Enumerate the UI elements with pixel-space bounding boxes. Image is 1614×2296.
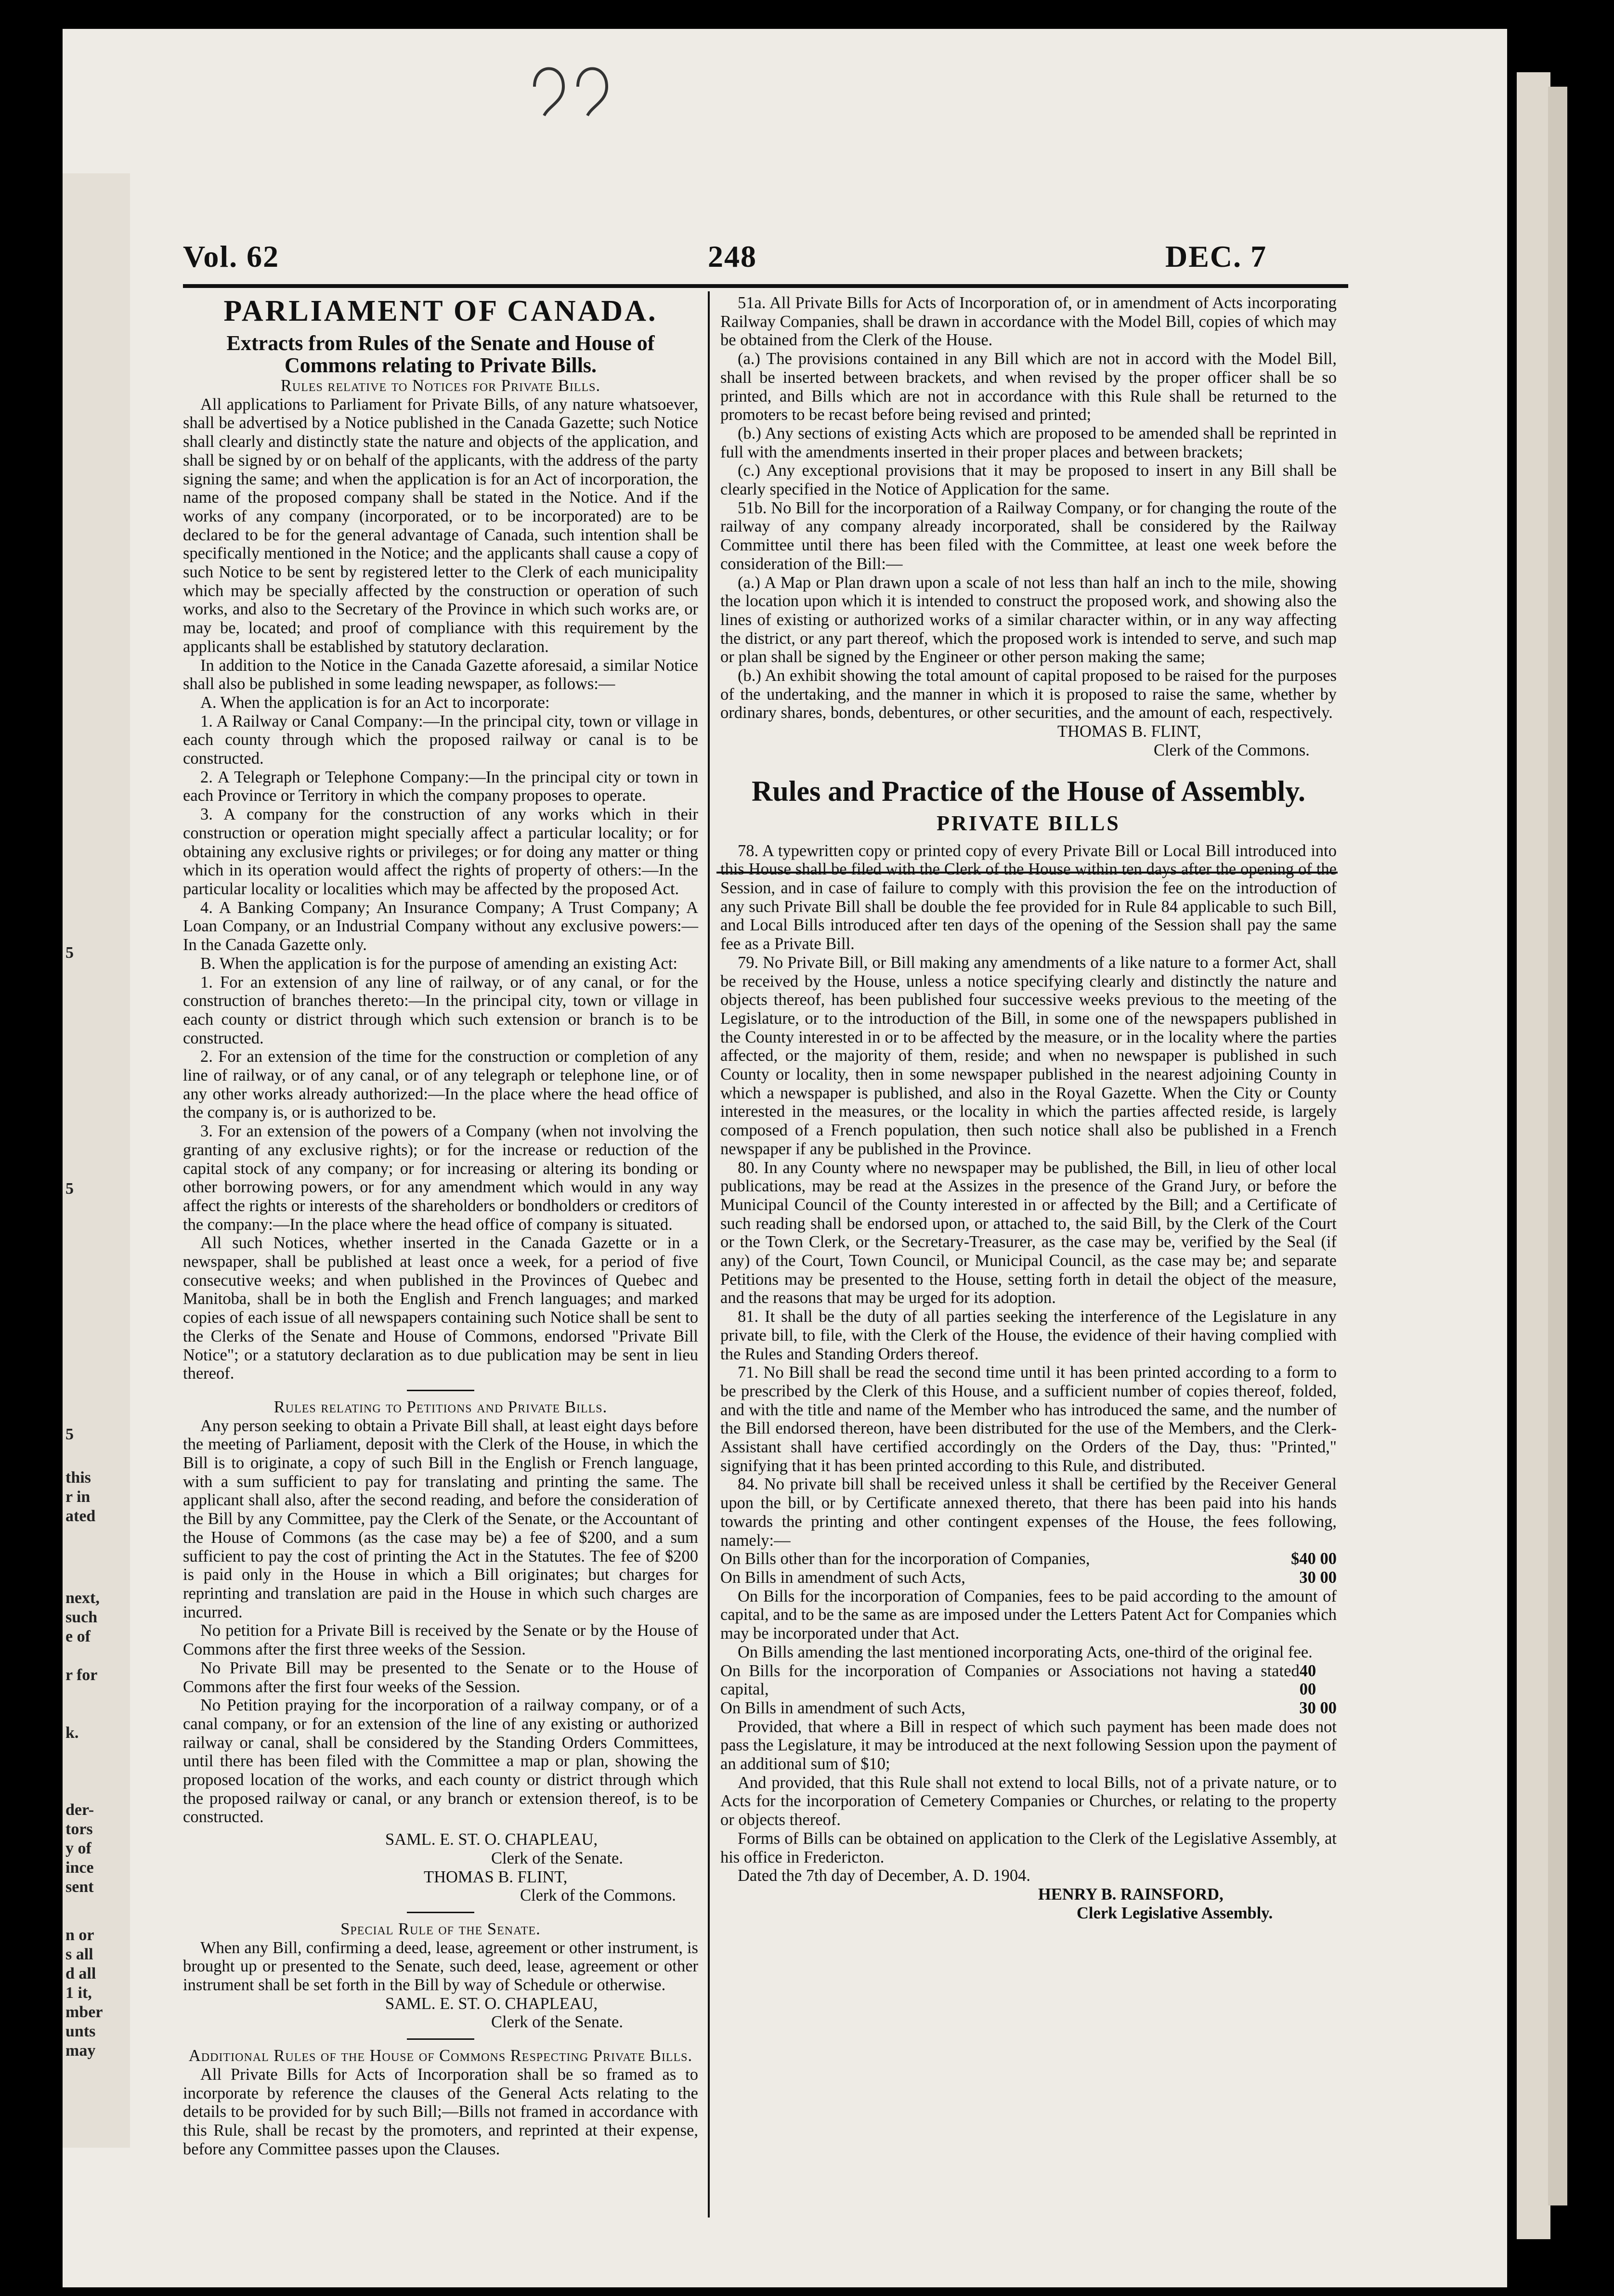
page-stack-edge bbox=[1548, 87, 1567, 2205]
edge-text: may bbox=[65, 2042, 96, 2060]
fee-label: On Bills other than for the incorporation of Companies, bbox=[720, 1550, 1090, 1568]
edge-text: s all bbox=[65, 1945, 93, 1963]
paragraph: No Petition praying for the incorporation of a railway company, or of a canal company, or for an extension of the line of any existing or authorized railway or canal, shall be considered by the Standing Orders Committees, until there has been filed with the Committee a map or plan, showing the proposed location of the works, and each county or district through which the proposed railway or canal, or any branch or extension thereof, is to be constructed. bbox=[183, 1696, 698, 1826]
edge-text: ated bbox=[65, 1507, 96, 1525]
signature-name: THOMAS B. FLINT, bbox=[424, 1867, 568, 1886]
signature-name: THOMAS B. FLINT, bbox=[1057, 722, 1201, 741]
signature-title: Clerk of the Senate. bbox=[491, 1849, 623, 1867]
fee-row bbox=[720, 1550, 1337, 1568]
signature-title: Clerk of the Commons. bbox=[1154, 741, 1310, 759]
edge-text: this bbox=[65, 1469, 91, 1487]
paragraph: B. When the application is for the purpose of amending an existing Act: bbox=[200, 954, 678, 973]
paragraph: 51a. All Private Bills for Acts of Incorporation of, or in amendment of Acts incorporating Railway Companies, shall be drawn in accordance with the Model Bill, copies of which may be obtained from the Clerk of the House. bbox=[720, 294, 1337, 350]
section-title: Rules and Practice of the House of Assembly. bbox=[752, 775, 1305, 807]
paragraph: All such Notices, whether inserted in the Canada Gazette or in a newspaper, shall be published at least once a week, for a period of five consecutive weeks; and when published in the Provinces of Quebec and Manitoba, shall be in both the English and French languages; and marked copies of each issue of all newspapers containing such Notice shall be sent to the Clerks of the Senate and House of Commons, endorsed "Private Bill Notice"; or a statutory declaration as to due publication may be sent in lieu thereof. bbox=[183, 1234, 698, 1383]
edge-text: r in bbox=[65, 1488, 91, 1506]
paragraph: No petition for a Private Bill is received by the Senate or by the House of Commons after the first three weeks of the Session. bbox=[183, 1621, 698, 1659]
paragraph: (b.) Any sections of existing Acts which are proposed to be amended shall be reprinted in full with the amendments inserted in their proper places and between brackets; bbox=[720, 424, 1337, 461]
signature-title: Clerk Legislative Assembly. bbox=[1077, 1904, 1273, 1922]
paragraph: (c.) Any exceptional provisions that it may be proposed to insert in any Bill shall be clearly specified in the Notice of Application for the same. bbox=[720, 461, 1337, 499]
edge-text: tors bbox=[65, 1820, 93, 1838]
section-heading: Special Rule of the Senate. bbox=[340, 1919, 541, 1938]
right-column bbox=[720, 294, 1337, 1922]
paragraph: 2. For an extension of the time for the construction or completion of any line of railway, or of any canal, or of any telegraph or telephone line, or of any other works already authorized:—In the place where the head office of the company is, or is authorized to be. bbox=[183, 1047, 698, 1122]
divider bbox=[407, 2038, 474, 2040]
column-rule bbox=[708, 291, 710, 2218]
fee-amount: 30 00 bbox=[1299, 1568, 1337, 1587]
fee-label: On Bills in amendment of such Acts, bbox=[720, 1698, 965, 1717]
paragraph: 71. No Bill shall be read the second time until it has been printed according to a form to be prescribed by the Clerk of this House, and a sufficient number of copies thereof, folded, and with the title and name of the Member who has introduced the same, and the number of the Bill endorsed thereon, have been distributed for the use of the Members, and the Clerk-Assistant shall have certified accordingly on the Orders of the Day, thus: "Printed," signifying that it has been printed according to this Rule, and distributed. bbox=[720, 1363, 1337, 1475]
edge-text: 5 bbox=[65, 1425, 74, 1443]
paragraph: A. When the application is for an Act to incorporate: bbox=[200, 693, 550, 712]
edge-text: such bbox=[65, 1608, 98, 1626]
fee-row bbox=[720, 1568, 1337, 1587]
section-heading: Rules relative to Notices for Private Bills. bbox=[280, 377, 601, 395]
signature-title: Clerk of the Senate. bbox=[491, 2013, 623, 2032]
section-subtitle: Extracts from Rules of the Senate and House of Commons relating to Private Bills. bbox=[226, 331, 655, 377]
binder-holes-icon bbox=[525, 58, 631, 140]
edge-text: ince bbox=[65, 1859, 94, 1877]
edge-text: d all bbox=[65, 1965, 96, 1983]
signature-title: Clerk of the Commons. bbox=[520, 1886, 676, 1905]
paragraph: Dated the 7th day of December, A. D. 1904. bbox=[738, 1866, 1030, 1885]
paragraph: Forms of Bills can be obtained on application to the Clerk of the Legislative Assembly, at his office in Fredericton. bbox=[720, 1829, 1337, 1866]
paragraph: 2. A Telegraph or Telephone Company:—In the principal city or town in each Province or Territory in which the company proposes to operate. bbox=[183, 768, 698, 805]
paragraph: (a.) The provisions contained in any Bill which are not in accord with the Model Bill, shall be inserted between brackets, and when revised by the proper officer shall be so printed, and Bills which are not in accordance with this Rule shall be returned to the promoters to be recast before being revised and printed; bbox=[720, 350, 1337, 424]
paragraph: On Bills for the incorporation of Companies, fees to be paid according to the amount of capital, and to be the same as are imposed under the Letters Patent Act for Companies which may be incorporated under that Act. bbox=[720, 1587, 1337, 1643]
section-heading: Additional Rules of the House of Commons Respecting Private Bills. bbox=[188, 2047, 693, 2065]
paragraph: All applications to Parliament for Private Bills, of any nature whatsoever, shall be advertised by a Notice published in the Canada Gazette; such Notice shall clearly and distinctly state the nature and objects of the application, and shall be signed by or on behalf of the applicants, with the address of the party signing the same; and when the application is for an Act of incorporation, the name of the proposed company shall be stated in the Notice. And if the works of any company (incorporated, or to be incorporated) are to be declared to be for the general advantage of Canada, such intention shall be specifically mentioned in the Notice; and the applicants shall cause a copy of such Notice to be sent by registered letter to the Clerk of each municipality which may be specially affected by the construction or operation of such works, and also to the Secretary of the Province in which such works are, or may be, located; and proof of compliance with this requirement by the applicants shall be established by statutory declaration. bbox=[183, 395, 698, 656]
paragraph: 51b. No Bill for the incorporation of a Railway Company, or for changing the route of the railway of any company already incorporated, shall be considered by the Railway Committee until there has been filed with the Committee, at least one week before the consideration of the Bill:— bbox=[720, 498, 1337, 573]
signature-name: HENRY B. RAINSFORD, bbox=[1038, 1885, 1224, 1904]
edge-text: next, bbox=[65, 1589, 100, 1607]
edge-text: 1 it, bbox=[65, 1984, 92, 2002]
edge-text: 5 bbox=[65, 944, 74, 962]
edge-text: n or bbox=[65, 1926, 94, 1944]
paragraph: 4. A Banking Company; An Insurance Company; A Trust Company; A Loan Company, or an Industrial Company without any exclusive powers:—In the Canada Gazette only. bbox=[183, 898, 698, 954]
page-number: 248 bbox=[708, 239, 757, 274]
edge-text: sent bbox=[65, 1878, 94, 1896]
paragraph: 81. It shall be the duty of all parties seeking the interference of the Legislature in any private bill, to file, with the Clerk of the House, the evidence of their having complied with the Rules and Standing Orders thereof. bbox=[720, 1307, 1337, 1363]
edge-text: der- bbox=[65, 1801, 94, 1819]
page-stack-edge bbox=[1517, 72, 1550, 2239]
edge-text: e of bbox=[65, 1628, 91, 1645]
edge-text: k. bbox=[65, 1724, 79, 1742]
edge-text: r for bbox=[65, 1666, 98, 1684]
paragraph: In addition to the Notice in the Canada Gazette aforesaid, a similar Notice shall also be published in some leading newspaper, as follows:— bbox=[183, 656, 698, 693]
header-rule bbox=[183, 284, 1348, 288]
fee-amount: 30 00 bbox=[1299, 1698, 1337, 1717]
paragraph: (a.) A Map or Plan drawn upon a scale of not less than half an inch to the mile, showing the location upon which it is intended to construct the proposed work, and showing also the lines of existing or authorized works of a similar character within, or in any way affecting the district, or any part thereof, which the proposed work is intended to serve, and such map or plan shall be signed by the Engineer or other person making the same; bbox=[720, 573, 1337, 666]
edge-text: 5 bbox=[65, 1180, 74, 1198]
paragraph: When any Bill, confirming a deed, lease, agreement or other instrument, is brought up or presented to the Senate, such deed, lease, agreement or other instrument shall be set forth in the Bill by way of Schedule or otherwise. bbox=[183, 1938, 698, 1995]
fee-amount: 40 00 bbox=[1299, 1661, 1316, 1699]
fee-row bbox=[720, 1699, 1337, 1718]
paragraph: (b.) An exhibit showing the total amount of capital proposed to be raised for the purposes of the undertaking, and the manner in which it is proposed to raise the same, whether by ordinary shares, bonds, debentures, or other securities, and the amount of each, respectively. bbox=[720, 666, 1337, 722]
edge-text: y of bbox=[65, 1839, 91, 1857]
divider bbox=[407, 1912, 474, 1913]
page-title: PARLIAMENT OF CANADA. bbox=[223, 295, 658, 327]
signature-name: SAML. E. ST. O. CHAPLEAU, bbox=[385, 1830, 598, 1849]
section-subtitle: PRIVATE BILLS bbox=[937, 811, 1120, 835]
paragraph: 84. No private bill shall be received unless it shall be certified by the Receiver General upon the bill, or by Certificate annexed thereto, that there has been paid into his hands towards the printing and other contingent expenses of the House, the fees following, namely:— bbox=[720, 1475, 1337, 1550]
edge-text: mber bbox=[65, 2003, 103, 2021]
fee-amount: $40 00 bbox=[1291, 1550, 1337, 1568]
fee-label: On Bills for the incorporation of Companies or Associations not having a stated capital, bbox=[720, 1661, 1300, 1699]
newspaper-page bbox=[63, 29, 1507, 2287]
issue-date: DEC. 7 bbox=[1165, 239, 1267, 274]
paragraph: 80. In any County where no newspaper may be published, the Bill, in lieu of other local publications, may be read at the Assizes in the presence of the Grand Jury, or before the Municipal Council of the County interested in or affected by the Bill; and a Certificate of such reading shall be endorsed upon, or attached to, the said Bill, by the Clerk of the Court or the Town Clerk, or the Secretary-Treasurer, as the case may be, verified by the Seal (if any) of the Court, Town Council, or Municipal Council, as the case may be; and separate Petitions may be presented to the House, setting forth in detail the object of the measure, and the reasons that may be urged for its adoption. bbox=[720, 1158, 1337, 1307]
paragraph: 3. A company for the construction of any works which in their construction or operation might specially affect a particular locality; or for obtaining any exclusive rights or privileges; or for doing any matter or thing which in its operation would affect the rights of property of others:—In the particular locality or localities which may be affected by the proposed Act. bbox=[183, 805, 698, 898]
divider bbox=[407, 1390, 474, 1391]
paragraph: And provided, that this Rule shall not extend to local Bills, not of a private nature, or to Acts for the incorporation of Cemetery Companies or Churches, or relating to the property or objects thereof. bbox=[720, 1773, 1337, 1829]
fee-row bbox=[720, 1662, 1337, 1699]
edge-text: unts bbox=[65, 2022, 96, 2040]
paragraph: 1. A Railway or Canal Company:—In the principal city, town or village in each county through which the proposed railway or canal is to be constructed. bbox=[183, 712, 698, 768]
paragraph: 79. No Private Bill, or Bill making any amendments of a like nature to a former Act, shall be received by the House, unless a notice specifying clearly and distinctly the nature and objects thereof, has been published four successive weeks previous to the meeting of the Legislature, or to the introduction of the Bill, in some one of the newspapers published in the County interested in or to be affected by the measure, or in the locality where the parties affected, or the majority of them, reside; and when no newspaper is published in such County or locality, then in some newspaper published in the nearest adjoining County in which a newspaper is published, and also in the Royal Gazette. When the City or County interested in the measures, or the locality in which the parties affected reside, is largely composed of a French population, then such notice shall also be published in a French newspaper if any be published in the Province. bbox=[720, 953, 1337, 1158]
paragraph: On Bills amending the last mentioned incorporating Acts, one-third of the original fee. bbox=[738, 1643, 1313, 1661]
section-heading: Rules relating to Petitions and Private Bills. bbox=[273, 1397, 608, 1416]
paragraph: 1. For an extension of any line of railway, or of any canal, or for the construction of branches thereto:—In the principal city, town or village in each county or district through which such extension or branch is to be constructed. bbox=[183, 973, 698, 1047]
paragraph: Provided, that where a Bill in respect of which such payment has been made does not pass the Legislature, it may be introduced at the next following Session upon the payment of an additional sum of $10; bbox=[720, 1717, 1337, 1774]
paragraph: 78. A typewritten copy or printed copy of every Private Bill or Local Bill introduced into this House shall be filed with the Clerk of the House within ten days after the opening of the Session, and in case of failure to comply with this provision the fee on the introduction of any such Private Bill shall be double the fee provided for in Rule 84 applicable to such Bill, and Local Bills introduced after ten days of the opening of the Session shall pay the same fee as a Private Bill. bbox=[720, 841, 1337, 953]
volume-number: Vol. 62 bbox=[183, 239, 280, 274]
fee-label: On Bills in amendment of such Acts, bbox=[720, 1568, 965, 1587]
paragraph: No Private Bill may be presented to the Senate or to the House of Commons after the first four weeks of the Session. bbox=[183, 1658, 698, 1696]
adjacent-page-edge bbox=[63, 173, 130, 2148]
left-column bbox=[183, 294, 698, 2158]
paragraph: Any person seeking to obtain a Private Bill shall, at least eight days before the meeting of Parliament, deposit with the Clerk of the House, in which the Bill is to originate, a copy of such Bill in the English or French language, with a sum sufficient to pay for translating and printing the same. The applicant shall also, after the second reading, and before the consideration of the Bill by any Committee, pay the Clerk of the Senate, or the Accountant of the House of Commons (as the case may be) a fee of $200, and a sum sufficient to pay the cost of printing the Act in the Statutes. The fee of $200 is paid only in the House in which a Bill originates; but charges for reprinting and translation are paid in the House in which such charges are incurred. bbox=[183, 1416, 698, 1621]
signature-name: SAML. E. ST. O. CHAPLEAU, bbox=[385, 1994, 598, 2013]
paragraph: All Private Bills for Acts of Incorporation shall be so framed as to incorporate by reference the clauses of the General Acts relating to the details to be provided for by such Bill;—Bills not framed in accordance with this Rule, shall be recast by the promoters, and reprinted at their expense, before any Committee passes upon the Clauses. bbox=[183, 2065, 698, 2158]
paragraph: 3. For an extension of the powers of a Company (when not involving the granting of any exclusive rights); or for the increase or reduction of the capital stock of any company; or for increasing or altering its bonding or other borrowing powers, or for any amendment which would in any way affect the rights or interests of the shareholders or bondholders or creditors of the company:—In the place where the head office of company is situated. bbox=[183, 1122, 698, 1234]
